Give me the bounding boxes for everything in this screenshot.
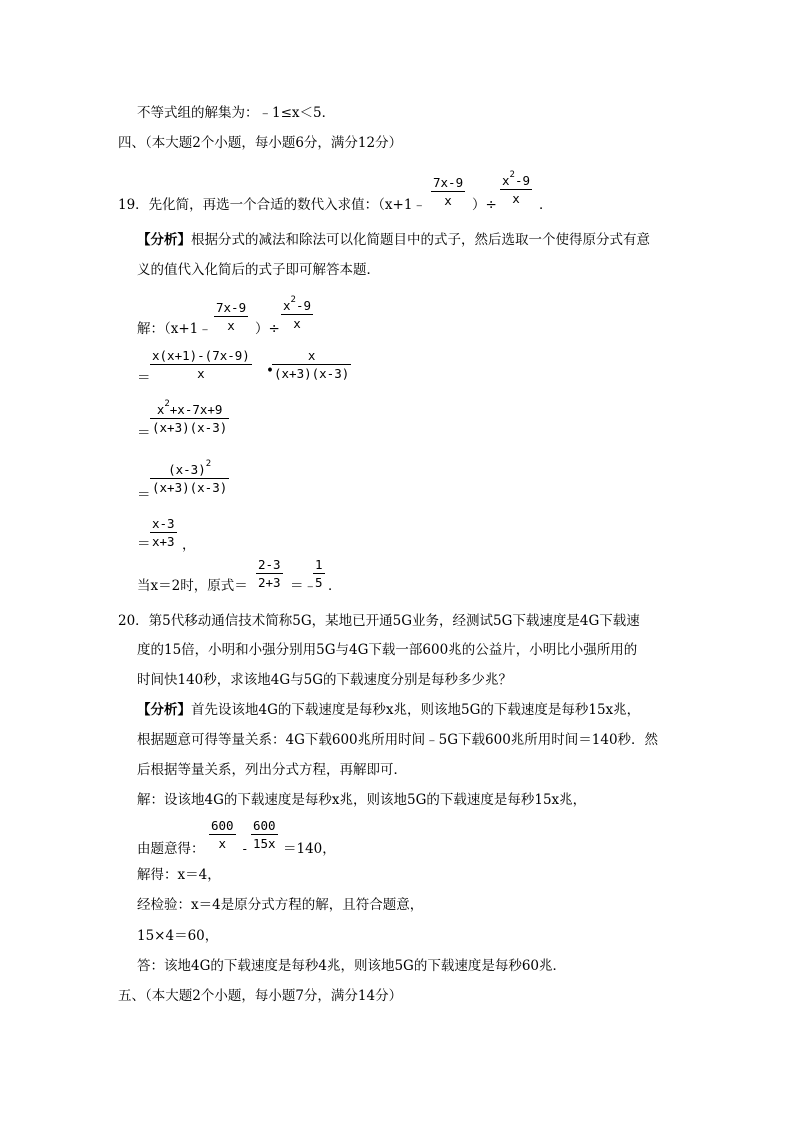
solution-divide: ）÷ — [255, 321, 280, 337]
section-4-heading: 四、（本大题2个小题，每小题6分，满分12分） — [118, 135, 403, 151]
fraction-numerator: 1 — [315, 557, 323, 572]
analysis-label: 【分析】 — [137, 702, 191, 718]
fraction-numerator: x(x+1)-(7x-9) — [152, 348, 250, 363]
q20-solution-1: 解：设该地4G的下载速度是每秒x兆，则该地5G的下载速度是每秒15x兆， — [137, 792, 587, 808]
eval-equals: ＝﹣ — [290, 578, 317, 594]
q20-eq-prefix: 由题意得： — [137, 841, 205, 857]
fraction-denominator: x — [218, 836, 227, 851]
step4-comma: ， — [182, 537, 196, 553]
q20-line-1: 20．第5代移动通信技术简称5G，某地已开通5G业务，经测试5G下载速度是4G下载速 — [118, 613, 640, 629]
fraction-denominator: x — [293, 316, 301, 331]
fraction-denominator: 2+3 — [258, 575, 281, 590]
fraction-numerator: $x^2-9$ — [502, 170, 531, 188]
eval-prefix: 当x＝2时，原式＝ — [137, 578, 248, 594]
fraction-denominator: (x+3)(x-3) — [152, 480, 228, 495]
solution-set-line: 不等式组的解集为：﹣1≤x＜5． — [137, 105, 336, 121]
fraction-denominator: 5 — [315, 575, 323, 590]
q20-analysis-2: 根据题意可得等量关系：4G下载600兆所用时间﹣5G下载600兆所用时间＝140秒．然 — [137, 732, 659, 748]
fraction-denominator: (x+3)(x-3) — [152, 420, 228, 435]
fraction-denominator: (x+3)(x-3) — [274, 366, 350, 381]
section-5-heading: 五、（本大题2个小题，每小题7分，满分14分） — [118, 988, 403, 1004]
eq-sign: ＝ — [137, 487, 151, 503]
fraction-numerator: $x^2-9$ — [283, 295, 312, 313]
fraction-denominator: x — [444, 193, 452, 208]
eq-sign: ＝ — [137, 370, 151, 386]
fraction-numerator: 600 — [253, 818, 276, 833]
q20-analysis-1 — [137, 701, 640, 719]
eq-sign: ＝ — [137, 425, 151, 441]
fraction-numerator: x — [307, 348, 316, 363]
q20-fraction-2 — [251, 818, 278, 851]
fraction-numerator: x-3 — [152, 516, 175, 531]
step2-fraction — [150, 399, 229, 435]
q19-solution-prefix: 解：（x+1﹣ — [137, 321, 212, 337]
analysis-text: 首先设该地4G的下载速度是每秒x兆，则该地5G的下载速度是每秒15x兆， — [191, 702, 641, 718]
q19-fraction-2 — [500, 170, 532, 206]
analysis-text: 根据分式的减法和除法可以化简题目中的式子，然后选取一个使得原分式有意 — [191, 232, 650, 248]
fraction-numerator: 7x-9 — [216, 300, 247, 315]
eval-end: ． — [328, 578, 342, 594]
fraction-denominator: x — [227, 318, 235, 333]
eval-fraction — [256, 557, 283, 590]
q20-check: 经检验：x＝4是原分式方程的解，且符合题意， — [137, 897, 424, 913]
step3-fraction — [150, 459, 229, 495]
q20-analysis-3: 后根据等量关系，列出分式方程，再解即可． — [137, 762, 407, 778]
fraction-denominator: x — [512, 191, 520, 206]
analysis-label: 【分析】 — [137, 232, 191, 248]
q19-end: ． — [539, 197, 553, 213]
q19-analysis-1 — [137, 231, 650, 249]
fraction-numerator: $(x-3)^2$ — [168, 459, 212, 477]
fraction-denominator: 15x — [253, 836, 276, 851]
eq-sign: ＝ — [137, 536, 151, 552]
minus-sign: - — [241, 841, 249, 856]
q20-line-2: 度的15倍，小明和小强分别用5G与4G下载一部600兆的公益片，小明比小强所用的 — [137, 642, 638, 658]
fraction-numerator: 7x-9 — [433, 175, 464, 190]
q20-calc: 15×4＝60， — [137, 928, 219, 944]
q20-answer: 答：该地4G的下载速度是每秒4兆，则该地5G的下载速度是每秒60兆． — [137, 958, 567, 974]
fraction-numerator: $x^2+x-7x+9$ — [156, 399, 223, 417]
q20-solve: 解得：x＝4， — [137, 867, 221, 883]
step4-fraction — [150, 516, 177, 549]
q19-analysis-2: 义的值代入化简后的式子即可解答本题． — [137, 262, 380, 278]
fraction-denominator: x+3 — [152, 534, 175, 549]
fraction-numerator: 600 — [211, 818, 234, 833]
fraction-denominator: x — [197, 366, 205, 381]
solution-fraction-1 — [214, 300, 248, 333]
eval-result-fraction — [313, 557, 325, 590]
step1-fraction-b — [272, 348, 351, 381]
multiply-dot: • — [266, 363, 274, 379]
q19-prompt: 19．先化简，再选一个合适的数代入求值：（x+1﹣ — [118, 197, 426, 213]
q19-divide: ）÷ — [472, 197, 497, 213]
q19-fraction-1 — [431, 175, 465, 208]
q20-eq-end: ＝140， — [283, 841, 336, 857]
q20-fraction-1 — [209, 818, 236, 851]
fraction-numerator: 2-3 — [258, 557, 281, 572]
step1-fraction-a — [150, 348, 252, 381]
q20-line-3: 时间快140秒，求该地4G与5G的下载速度分别是每秒多少兆？ — [137, 672, 513, 688]
solution-fraction-2 — [281, 295, 313, 331]
